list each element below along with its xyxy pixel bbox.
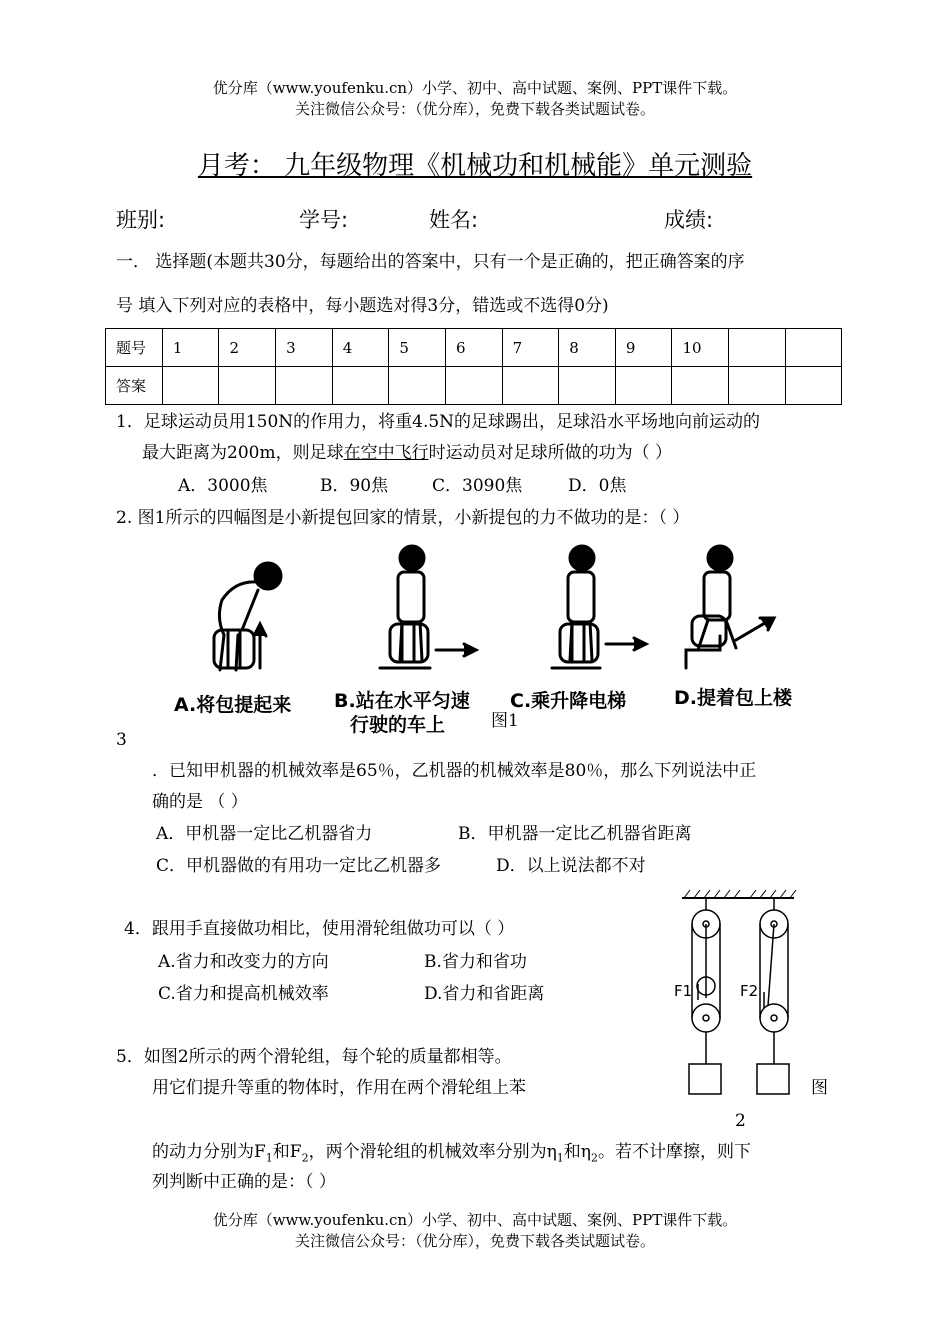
figure-a-person: [214, 563, 281, 670]
table-cell: 7: [502, 329, 559, 367]
table-cell: 4: [332, 329, 389, 367]
figure-d-person: [686, 546, 774, 668]
student-id-label: 学号:: [299, 208, 349, 232]
q4-option-b: B.省力和省功: [424, 952, 527, 972]
class-label: 班别:: [116, 208, 166, 232]
q1-option-b: B．90焦: [320, 476, 389, 496]
subscript: 1: [265, 1151, 273, 1165]
table-cell: [785, 329, 841, 367]
figure-2-label-f1: F1: [674, 982, 693, 1000]
q3-line2: 确的是 （ ）: [152, 792, 248, 812]
q3-option-c: C．甲机器做的有用功一定比乙机器多: [156, 856, 442, 876]
footer-line-2: 关注微信公众号：（优分库），免费下载各类试题试卷。: [294, 1232, 655, 1250]
figure-label-d: D.提着包上楼: [674, 687, 792, 709]
table-cell: 5: [389, 329, 446, 367]
figure-label-a: A.将包提起来: [174, 694, 292, 716]
table-header-number: 题号: [106, 329, 163, 367]
figure-2-caption-number: 2: [735, 1111, 746, 1131]
table-cell: 9: [615, 329, 672, 367]
q5-line3-part: 和F: [272, 1142, 302, 1162]
q5-line2: 用它们提升等重的物体时，作用在两个滑轮组上苯: [152, 1078, 526, 1098]
answer-cell[interactable]: [729, 367, 785, 405]
subscript: 2: [301, 1151, 309, 1165]
subscript: 1: [556, 1151, 564, 1165]
figure-1: [180, 540, 820, 690]
answer-cell[interactable]: [445, 367, 502, 405]
table-cell: 6: [445, 329, 502, 367]
q1-option-c: C．3090焦: [432, 476, 523, 496]
q1-line2-end: 时运动员对足球所做的功为（ ）: [428, 443, 672, 463]
answer-cell[interactable]: [559, 367, 616, 405]
figure-label-b-line2: 行驶的车上: [350, 714, 446, 736]
q5-line3-part: 。若不计摩擦，则下: [597, 1142, 751, 1162]
figure-1-caption: 图1: [491, 711, 519, 731]
answer-cell[interactable]: [502, 367, 559, 405]
name-label: 姓名:: [429, 208, 479, 232]
table-cell: 10: [672, 329, 729, 367]
score-label: 成绩:: [664, 208, 714, 232]
figure-label-b-line1: B.站在水平匀速: [334, 690, 470, 712]
header-line-1: 优分库（www.youfenku.cn）小学、初中、高中试题、案例、PPT课件下载。: [212, 79, 738, 97]
q4-option-a: A.省力和改变力的方向: [158, 952, 329, 972]
answer-cell[interactable]: [332, 367, 389, 405]
answer-cell[interactable]: [785, 367, 841, 405]
figure-2-label-f2: F2: [740, 982, 759, 1000]
table-row: [106, 329, 842, 367]
subscript: 2: [590, 1151, 598, 1165]
table-cell: [729, 329, 785, 367]
answer-cell[interactable]: [615, 367, 672, 405]
q2-line1: 2. 图1所示的四幅图是小新提包回家的情景，小新提包的力不做功的是：（ ）: [116, 508, 690, 528]
answer-cell[interactable]: [219, 367, 276, 405]
q3-option-a: A．甲机器一定比乙机器省力: [156, 824, 373, 844]
q5-line1: 5．如图2所示的两个滑轮组，每个轮的质量都相等。: [116, 1047, 512, 1067]
q4-line1: 4．跟用手直接做功相比，使用滑轮组做功可以（ ）: [124, 919, 515, 939]
header-line-2: 关注微信公众号：（优分库），免费下载各类试题试卷。: [294, 100, 655, 118]
q5-line3-part: 和η: [563, 1142, 591, 1162]
section1-line2: 号 填入下列对应的表格中，每小题选对得3分，错选或不选得0分): [116, 296, 609, 316]
figure-2-caption-word: 图: [811, 1078, 828, 1098]
section1-line1: 一． 选择题(本题共30分，每题给出的答案中，只有一个是正确的，把正确答案的序: [116, 252, 745, 272]
q3-option-d: D．以上说法都不对: [496, 856, 646, 876]
q5-line3-part: ，两个滑轮组的机械效率分别为η: [308, 1142, 557, 1162]
q1-line2: [142, 441, 672, 465]
table-cell: 8: [559, 329, 616, 367]
table-row: [106, 367, 842, 405]
q3-line1: ．已知甲机器的机械效率是65％，乙机器的机械效率是80％，那么下列说法中正: [152, 761, 757, 781]
figure-label-c: C.乘升降电梯: [510, 690, 627, 712]
table-cell: 3: [276, 329, 333, 367]
page-title: 月考： 九年级物理《机械功和机械能》单元测验: [197, 151, 753, 181]
answer-cell[interactable]: [276, 367, 333, 405]
figure-c-person: [552, 546, 646, 668]
answer-table: [105, 328, 842, 405]
q1-line2-start: 最大距离为200m，则足球: [142, 443, 344, 463]
q5-line3-part: 的动力分别为F: [152, 1142, 266, 1162]
q1-option-a: A．3000焦: [178, 476, 268, 496]
q1-underlined-phrase: 在空中飞行: [343, 443, 429, 463]
answer-cell[interactable]: [389, 367, 446, 405]
q4-option-c: C.省力和提高机械效率: [158, 984, 329, 1004]
q4-option-d: D.省力和省距离: [424, 984, 545, 1004]
footer-line-1: 优分库（www.youfenku.cn）小学、初中、高中试题、案例、PPT课件下载。: [212, 1211, 738, 1229]
figure-b-person: [380, 546, 476, 668]
answer-cell[interactable]: [672, 367, 729, 405]
q3-option-b: B．甲机器一定比乙机器省距离: [458, 824, 692, 844]
q5-line3: [152, 1140, 751, 1170]
table-cell: 1: [162, 329, 219, 367]
table-header-answer: 答案: [106, 367, 163, 405]
q1-option-d: D．0焦: [568, 476, 627, 496]
table-cell: 2: [219, 329, 276, 367]
q3-number: 3: [116, 730, 127, 750]
answer-cell[interactable]: [162, 367, 219, 405]
q1-line1: 1．足球运动员用150N的作用力，将重4.5N的足球踢出，足球沿水平场地向前运动的: [116, 412, 761, 432]
q5-line4: 列判断中正确的是：（ ）: [152, 1172, 336, 1192]
